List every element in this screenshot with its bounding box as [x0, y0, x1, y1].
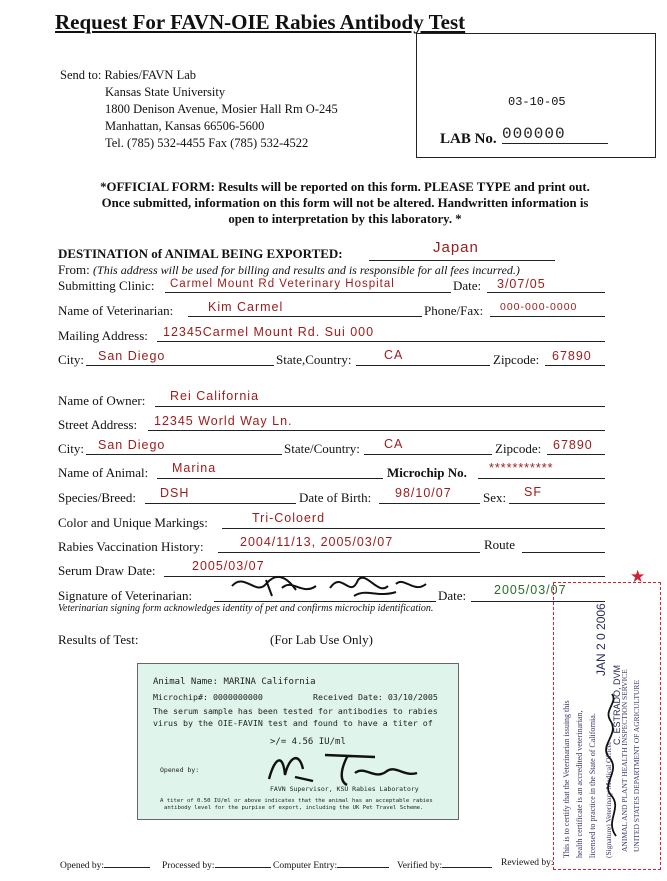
- send-to-line5: Tel. (785) 532-4455 Fax (785) 532-4522: [105, 136, 309, 150]
- vet-zip-field[interactable]: 67890: [552, 349, 592, 363]
- result-footnote-2: antibody level for the purpise of export, including the UK Pet Travel Scheme.: [164, 805, 424, 811]
- mailing-label: Mailing Address:: [58, 328, 148, 343]
- footer-opened: [60, 858, 150, 871]
- sig-date-label: Date:: [438, 588, 467, 603]
- result-supervisor: FAVN Supervisor, KSU Rabies Laboratory: [270, 785, 419, 793]
- phone-label: Phone/Fax:: [424, 303, 484, 318]
- route-label: Route: [484, 537, 516, 552]
- clinic-date-field[interactable]: 3/07/05: [497, 277, 546, 291]
- footer-entry-label: Computer Entry:: [273, 861, 338, 871]
- footer-reviewed: Reviewed by:: [501, 858, 554, 868]
- owner-zip-label: Zipcode:: [495, 441, 542, 456]
- stamp-line5: ANIMAL AND PLANT HEALTH INSPECTION SERVICE: [620, 669, 629, 852]
- sex-field[interactable]: SF: [524, 485, 542, 499]
- official-notice: [30, 179, 660, 227]
- result-microchip: Microchip#: 0000000000: [153, 692, 263, 702]
- stamp-line1: This is to certify that the Veterinarian issuing this: [562, 700, 571, 858]
- species-label: Species/Breed:: [58, 490, 136, 505]
- footer-verified: [397, 858, 492, 871]
- vet-city-label: City:: [58, 352, 85, 367]
- animal-label: Name of Animal:: [58, 465, 149, 480]
- sex-label: Sex:: [483, 490, 507, 505]
- microchip-label: Microchip No.: [387, 465, 467, 480]
- result-animal-name: Animal Name: MARINA California: [153, 677, 316, 687]
- destination-field[interactable]: Japan: [433, 239, 479, 256]
- stamp-line4: (Signature) Veterinary Medical Officer: [604, 741, 613, 858]
- lab-number-label: LAB No.: [440, 131, 497, 147]
- footer-processed: [162, 858, 271, 871]
- owner-state-field[interactable]: CA: [384, 437, 404, 451]
- footer-processed-line: [215, 858, 271, 868]
- result-text-1: The serum sample has been tested for antibodies to rabies: [153, 706, 438, 716]
- street-label: Street Address:: [58, 417, 138, 432]
- signature-note: Veterinarian signing form acknowledges identity of pet and confirms microchip identification.: [58, 603, 434, 614]
- signature-label: Signature of Veterinarian:: [58, 588, 193, 603]
- supervisor-signature-scribble: [255, 747, 435, 789]
- footer-opened-line: [104, 858, 150, 868]
- owner-state-label: State/Country:: [284, 441, 360, 456]
- stamp-line3: licensed to practice in the State of California.: [588, 713, 597, 858]
- lab-date: 03-10-05: [508, 95, 566, 109]
- owner-zip-field[interactable]: 67890: [553, 438, 593, 452]
- result-received-date: Received Date: 03/10/2005: [313, 692, 438, 702]
- dob-field[interactable]: 98/10/07: [395, 486, 452, 500]
- clinic-label: Submitting Clinic:: [58, 278, 155, 293]
- stamp-date: JAN 2 0 2006: [594, 603, 608, 676]
- vet-signature-scribble: [226, 566, 446, 602]
- dob-label: Date of Birth:: [299, 490, 372, 505]
- vet-state-line: [356, 351, 490, 366]
- vet-name-field[interactable]: Kim Carmel: [208, 300, 284, 314]
- owner-label: Name of Owner:: [58, 393, 146, 408]
- vet-name-label: Name of Veterinarian:: [58, 303, 174, 318]
- send-to-address: [60, 67, 338, 152]
- from-note: [58, 262, 520, 278]
- notice-line1: *OFFICIAL FORM: Results will be reported on this form. PLEASE TYPE and print out.: [100, 180, 590, 194]
- phone-field[interactable]: 000-000-0000: [500, 301, 578, 313]
- send-to-line1: Rabies/FAVN Lab: [104, 68, 196, 82]
- results-label: Results of Test:: [58, 632, 139, 647]
- mailing-field[interactable]: 12345Carmel Mount Rd. Sui 000: [163, 325, 375, 339]
- stamp-officer-name: C. ESTRADO, DVM: [612, 664, 622, 745]
- send-to-line4: Manhattan, Kansas 66506-5600: [105, 119, 265, 133]
- from-italic: (This address will be used for billing and results and is responsible for all fees incurred.): [93, 263, 520, 277]
- from-prefix: From:: [58, 262, 94, 277]
- red-star-icon: ★: [630, 567, 646, 586]
- lab-use-only: (For Lab Use Only): [270, 632, 373, 647]
- send-to-label: Send to:: [60, 68, 102, 82]
- owner-city-label: City:: [58, 441, 85, 456]
- notice-line2: Once submitted, information on this form will not be altered. Handwritten information is: [101, 196, 589, 210]
- footer-opened-label: Opened by:: [60, 861, 105, 871]
- serum-field[interactable]: 2005/03/07: [192, 559, 265, 573]
- sig-date-field[interactable]: 2005/03/07: [494, 583, 567, 597]
- stamp-line6: UNITED STATES DEPARTMENT OF AGRICULTURE: [632, 679, 641, 852]
- vet-state-field[interactable]: CA: [384, 348, 404, 362]
- notice-line3: open to interpretation by this laboratory. *: [228, 212, 462, 226]
- vet-state-label: State,Country:: [276, 352, 352, 367]
- result-opened-by: Opened by:: [160, 766, 200, 774]
- owner-field[interactable]: Rei California: [170, 389, 260, 403]
- vet-zip-label: Zipcode:: [493, 352, 540, 367]
- vaccination-label: Rabies Vaccination History:: [58, 539, 204, 554]
- clinic-date-label: Date:: [453, 278, 482, 293]
- result-footnote-1: A titer of 0.50 IU/ml or above indicates that the animal has an acceptable rabies: [160, 798, 433, 804]
- footer-entry: [273, 858, 389, 871]
- owner-city-field[interactable]: San Diego: [98, 438, 166, 452]
- form-title: Request For FAVN-OIE Rabies Antibody Test: [55, 10, 466, 34]
- clinic-field[interactable]: Carmel Mount Rd Veterinary Hospital: [170, 278, 395, 290]
- vaccination-field[interactable]: 2004/11/13, 2005/03/07: [240, 535, 394, 549]
- send-to-line2: Kansas State University: [105, 85, 226, 99]
- vet-city-field[interactable]: San Diego: [98, 349, 166, 363]
- result-text-2: virus by the OIE-FAVIN test and found to have a titer of: [153, 718, 433, 728]
- footer-verified-line: [442, 858, 492, 868]
- send-to-line3: 1800 Denison Avenue, Mosier Hall Rm O-245: [105, 102, 338, 116]
- color-label: Color and Unique Markings:: [58, 515, 208, 530]
- species-field[interactable]: DSH: [160, 486, 190, 500]
- route-line: [522, 538, 605, 553]
- stamp-signature-scribble: [598, 690, 628, 840]
- result-titer: >/= 4.56 IU/ml: [270, 737, 346, 747]
- stamp-line2: health certificate is an accredited veterinarian,: [575, 710, 584, 858]
- lab-number-value[interactable]: 000000: [502, 125, 608, 144]
- serum-label: Serum Draw Date:: [58, 563, 156, 578]
- destination-label: DESTINATION of ANIMAL BEING EXPORTED:: [58, 246, 343, 261]
- footer-processed-label: Processed by:: [162, 861, 215, 871]
- animal-field[interactable]: Marina: [172, 461, 217, 475]
- color-field[interactable]: Tri-Coloerd: [252, 511, 326, 525]
- footer-entry-line: [337, 858, 389, 868]
- street-field[interactable]: 12345 World Way Ln.: [154, 414, 293, 428]
- footer-verified-label: Verified by:: [397, 861, 443, 871]
- microchip-field[interactable]: ***********: [489, 461, 554, 475]
